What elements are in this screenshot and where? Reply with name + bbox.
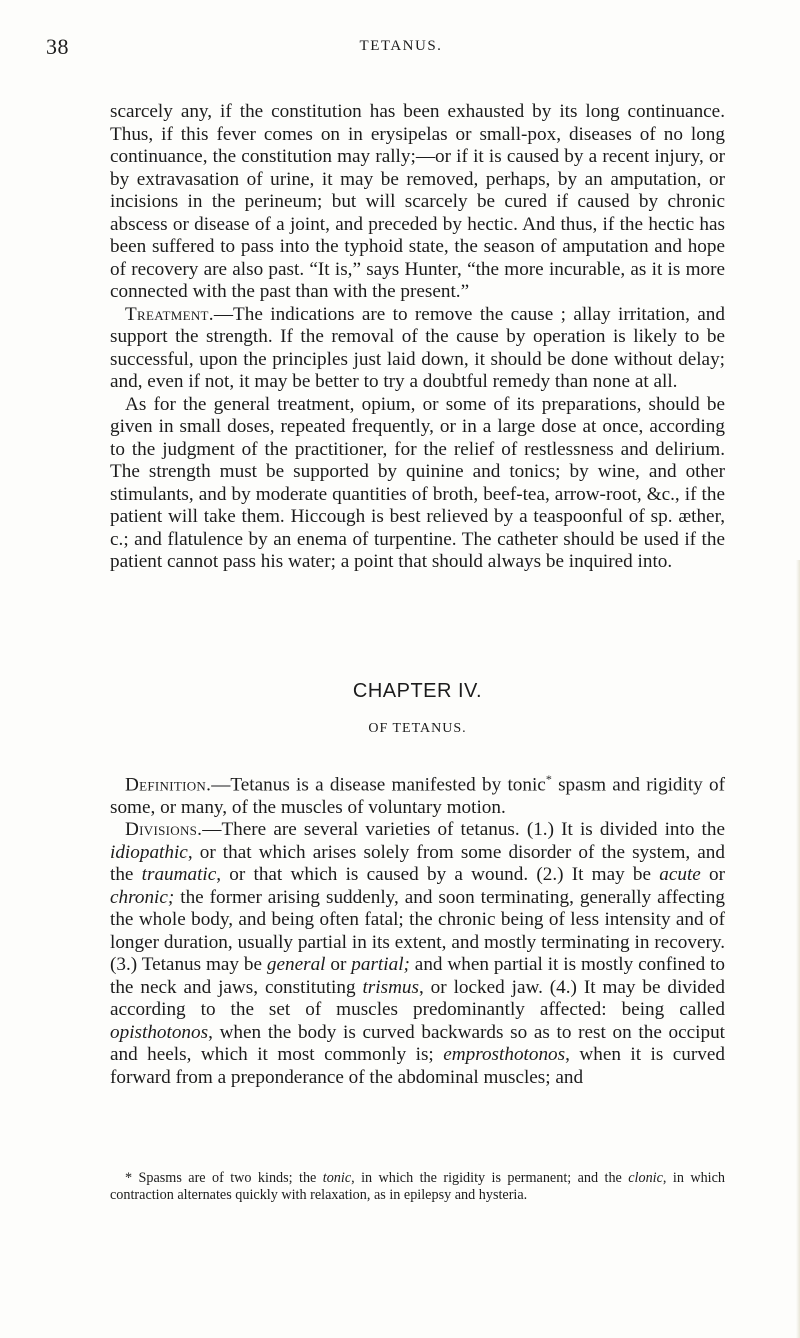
- paragraph-treatment: [110, 304, 725, 394]
- divisions-text: or: [700, 864, 725, 886]
- running-title: TETANUS.: [359, 38, 443, 54]
- term-tonic: tonic: [322, 1170, 352, 1186]
- footnote-marker: *: [545, 772, 552, 786]
- term-general: general: [266, 954, 326, 976]
- chapter-block: [110, 680, 725, 737]
- definition-heading: Definition.: [125, 774, 212, 796]
- chapter-subheading: OF TETANUS.: [368, 721, 467, 736]
- divisions-heading: Divisions.: [125, 819, 203, 841]
- divisions-text: , when it is curved forward from a preponderance of the abdominal muscles; and: [110, 1044, 725, 1088]
- term-opisthotonos: opisthotonos: [110, 1021, 209, 1043]
- page-edge-shadow: [796, 560, 800, 1338]
- term-idiopathic: idiopathic: [110, 841, 188, 863]
- footnote-text-part: , in which the rigidity is permanent; and the: [351, 1170, 629, 1186]
- term-emprosthotonos: emprosthotonos: [443, 1044, 566, 1066]
- paragraph-general-treatment: As for the general treatment, opium, or some of its preparations, should be given in small doses, repeated frequently, or in a large dose at once, according to the judgment of the practitioner, for the relief of restlessness and delirium. The strength must be supported by quinine and tonics; by wine, and other stimulants, and by moderate quantities of broth, beef-tea, arrow-root, &c., if the patient will take them. Hiccough is best relieved by a teaspoonful of sp. æther, c.; and flatulence by an enema of turpentine. The catheter should be used if the patient cannot pass his water; a point that should always be inquired into.: [110, 393, 725, 572]
- divisions-text: or: [325, 954, 352, 976]
- chapter-heading: CHAPTER IV.: [352, 680, 483, 702]
- divisions-text: , or locked jaw. (4.) It may be divided according to the set of muscles predominantly affected: being called: [110, 976, 725, 1021]
- divisions-text: and when partial it is mostly confined to the neck and jaws, constituting: [110, 954, 726, 998]
- term-traumatic: traumatic: [141, 864, 217, 886]
- divisions-text: , or that which is caused by a wound. (2.) It may be: [216, 864, 660, 886]
- term-partial: partial;: [351, 954, 410, 976]
- treatment-heading: Treatment.: [125, 303, 214, 325]
- term-clonic: clonic: [628, 1170, 663, 1186]
- definition-text-before: —Tetanus is a disease manifested by tonic: [211, 774, 546, 796]
- paragraph-definition: [110, 768, 725, 819]
- page-number: 38: [46, 34, 69, 59]
- paragraph-hectic-continued: scarcely any, if the constitution has been exhausted by its long continuance. Thus, if this fever comes on in erysipelas or small-pox, diseases of no long continuance, the constitution may rally;—or if it is caused by a recent injury, or by extravasation of urine, it may be removed, perhaps, by an amputation, or incisions in the perineum; but will scarcely be cured if caused by chronic abscess or disease of a joint, and preceded by hectic. And thus, if the hectic has been suffered to pass into the typhoid state, the season of amputation and hope of recovery are also past. “It is,” says Hunter, “the more incurable, as it is more connected with the past than with the present.”: [110, 101, 725, 302]
- term-trismus: trismus: [362, 976, 419, 998]
- footnote-text-part: , in which contraction alternates quickly with relaxation, as in epilepsy and hysteria.: [110, 1170, 725, 1203]
- term-acute: acute: [659, 864, 701, 886]
- divisions-text: —There are several varieties of tetanus. (1.) It is divided into the: [202, 819, 725, 841]
- footnote: [110, 1170, 725, 1204]
- term-chronic: chronic;: [110, 886, 175, 908]
- footnote-text: [110, 1170, 725, 1204]
- body-text-upper: [110, 101, 725, 574]
- paragraph-divisions: [110, 819, 725, 1089]
- footnote-text-part: * Spasms are of two kinds; the: [125, 1170, 323, 1186]
- divisions-text: the former arising suddenly, and soon terminating, generally affecting the whole body, and being often fatal; the chronic being of less intensity and of longer duration, usually partial in its extent, and mostly terminating in recovery. (3.) Tetanus may be: [110, 886, 725, 976]
- running-head: [46, 34, 756, 60]
- definition-text-after: spasm and rigidity of some, or many, of the muscles of voluntary motion.: [110, 774, 725, 818]
- body-text-lower: [110, 768, 725, 1089]
- treatment-text: —The indications are to remove the cause ; allay irritation, and support the strength. If the removal of the cause by operation is likely to be successful, upon the principles just laid down, it should be done without delay; and, even if not, it may be better to try a doubtful remedy than none at all.: [110, 303, 725, 392]
- divisions-text: , when the body is curved backwards so as to rest on the occiput and heels, which it most commonly is;: [110, 1021, 725, 1066]
- divisions-text: , or that which arises solely from some disorder of the system, and the: [110, 841, 725, 886]
